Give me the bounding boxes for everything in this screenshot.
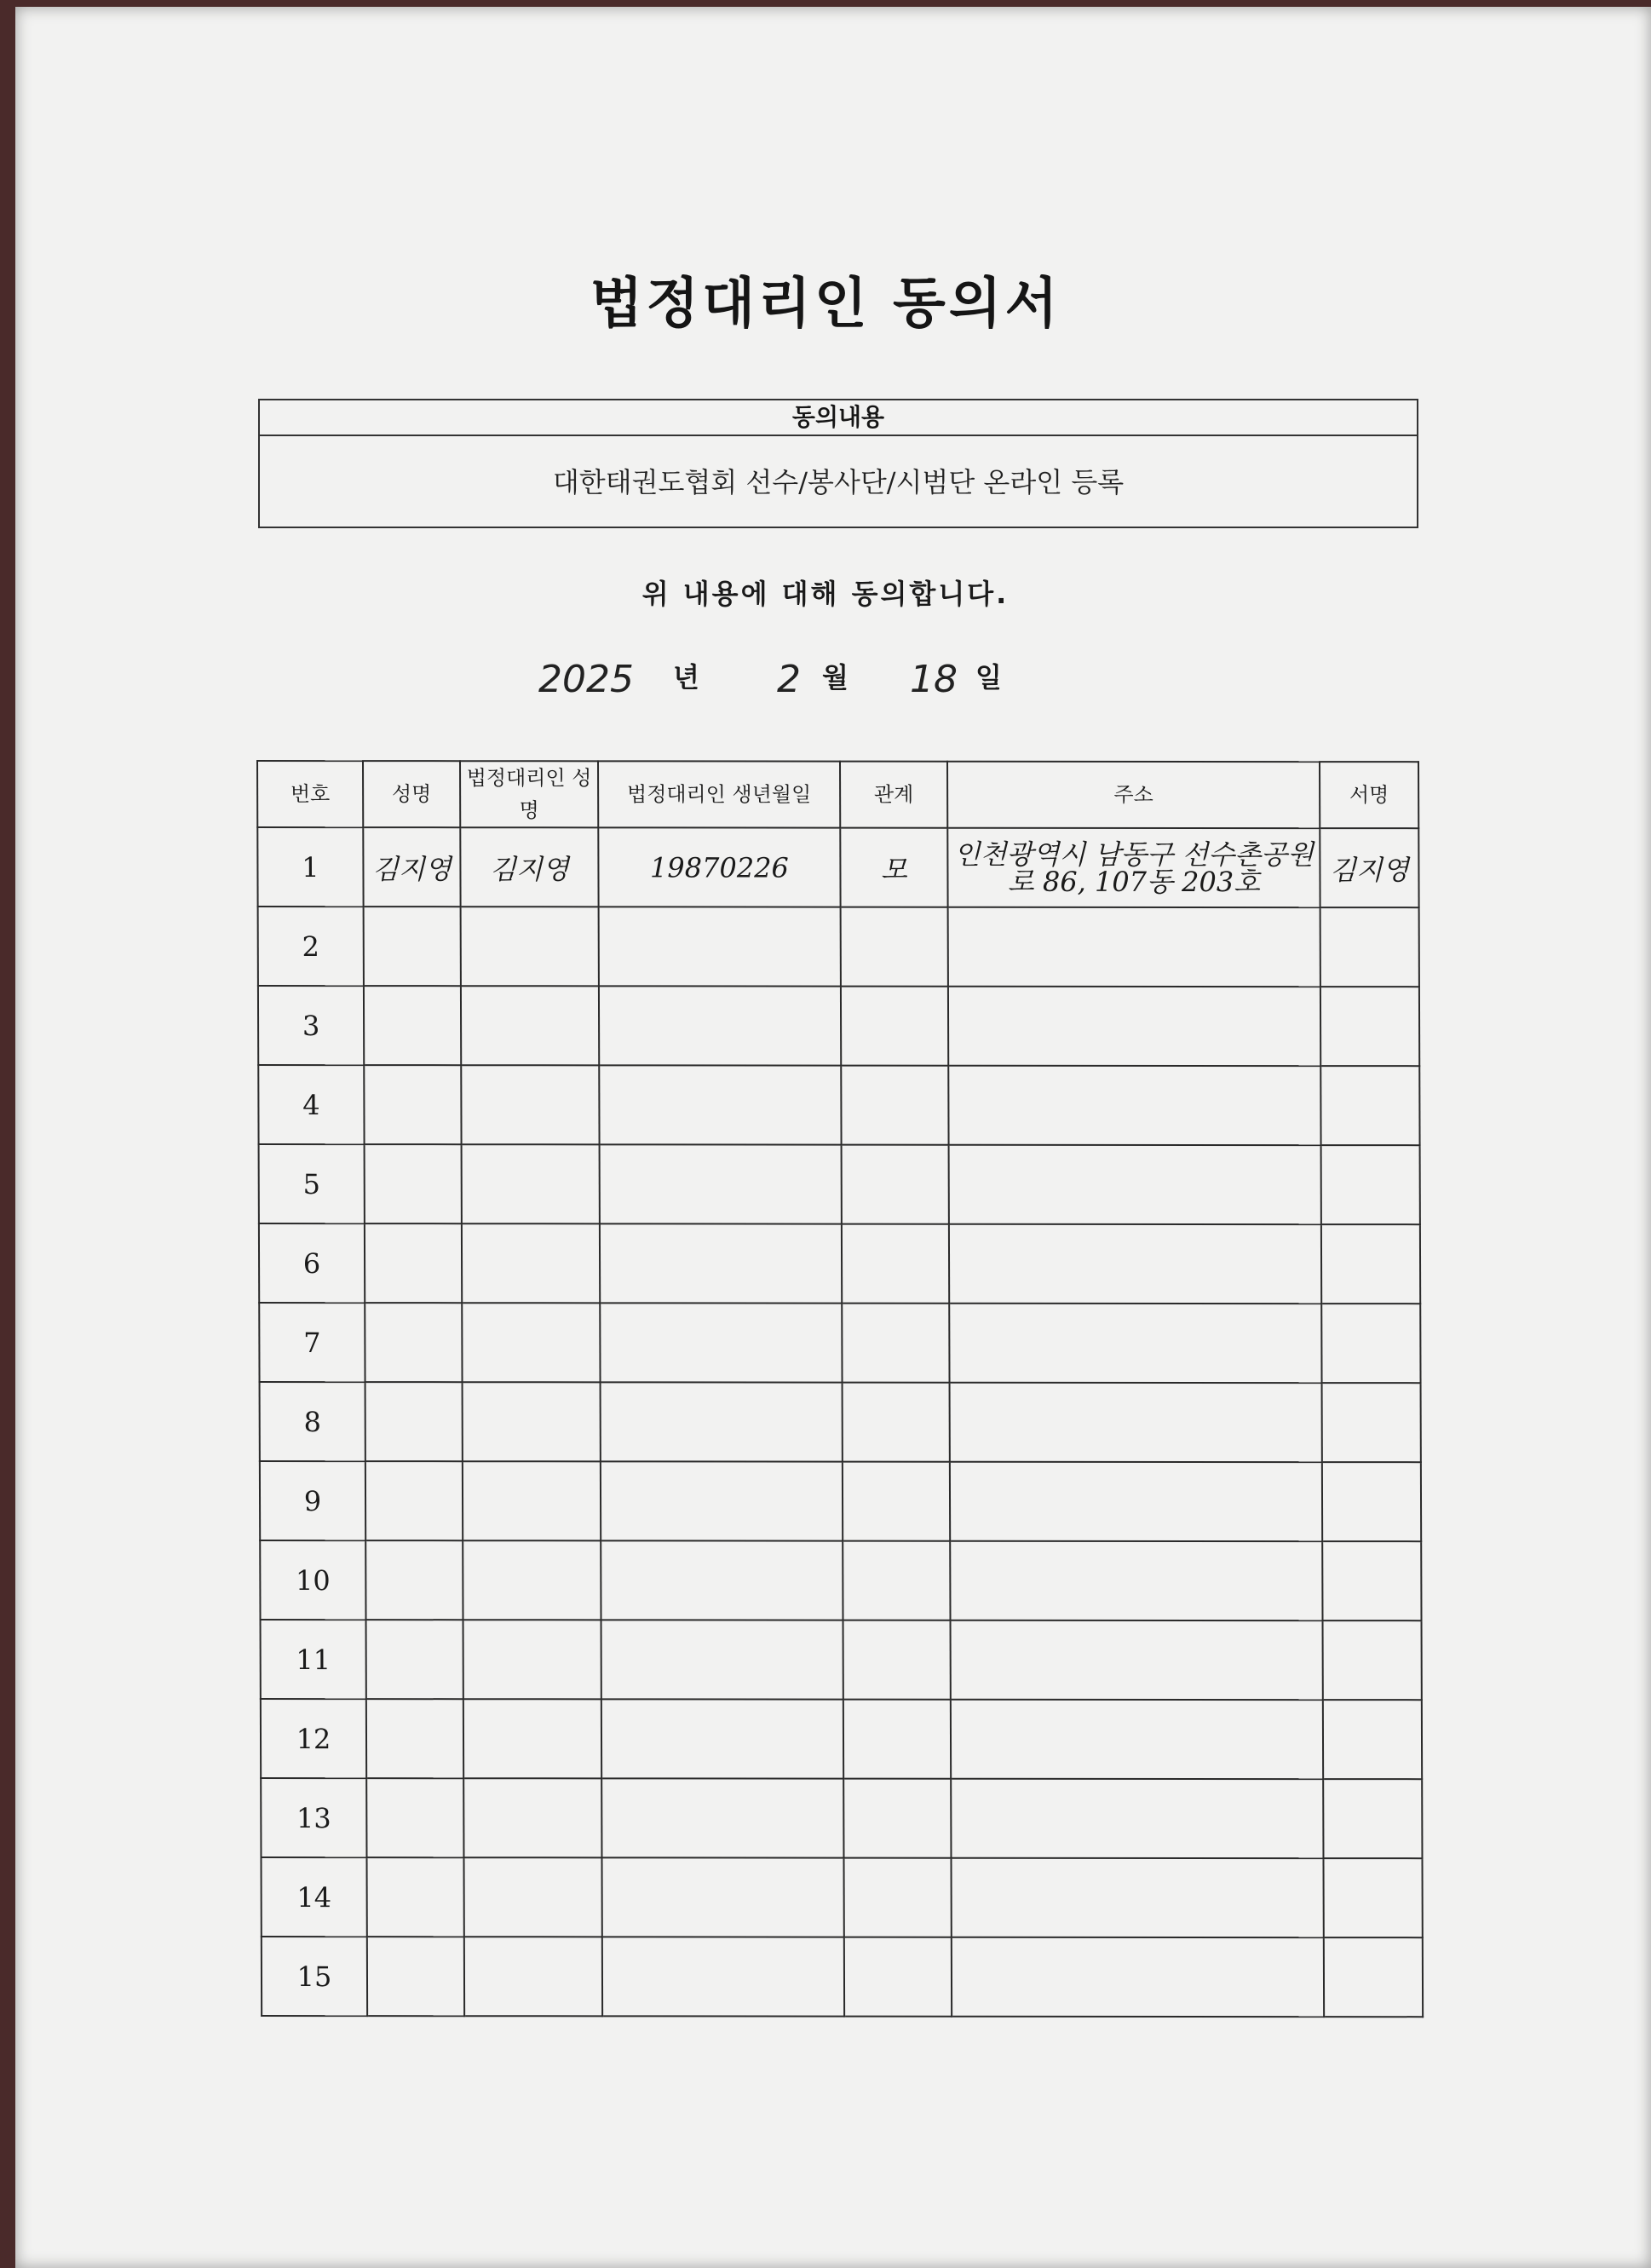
row-relation bbox=[843, 1620, 951, 1700]
row-name bbox=[366, 1778, 463, 1857]
row-name bbox=[365, 1223, 462, 1303]
row-number: 8 bbox=[260, 1382, 365, 1461]
row-guardian-birth bbox=[600, 1144, 842, 1223]
header-relation: 관계 bbox=[840, 762, 947, 828]
row-number: 5 bbox=[259, 1144, 365, 1223]
row-name bbox=[366, 1620, 463, 1699]
row-guardian-name bbox=[462, 1144, 600, 1223]
row-signature bbox=[1322, 1541, 1421, 1620]
row-address bbox=[950, 1462, 1322, 1541]
table-row bbox=[259, 1223, 1420, 1304]
table-row bbox=[259, 1144, 1420, 1224]
row-address bbox=[949, 1145, 1321, 1224]
agreement-statement: 위 내용에 대해 동의합니다. bbox=[641, 578, 1010, 610]
row-signature bbox=[1323, 1858, 1422, 1937]
row-signature bbox=[1321, 1224, 1420, 1304]
row-number: 6 bbox=[259, 1223, 365, 1303]
header-name: 성명 bbox=[363, 761, 460, 827]
table-row bbox=[261, 1857, 1422, 1937]
table-row bbox=[260, 1382, 1421, 1462]
header-guardian-name: 법정대리인 성명 bbox=[460, 761, 598, 827]
row-number: 7 bbox=[259, 1303, 365, 1382]
row-relation bbox=[843, 1383, 950, 1462]
row-signature bbox=[1323, 1620, 1422, 1700]
row-guardian-birth bbox=[601, 1540, 843, 1620]
row-address bbox=[949, 1304, 1321, 1383]
row-signature bbox=[1320, 1066, 1419, 1145]
row-number: 12 bbox=[261, 1699, 366, 1778]
row-guardian-name bbox=[461, 907, 599, 986]
row-relation: 모 bbox=[840, 828, 947, 907]
row-signature bbox=[1321, 1145, 1420, 1224]
row-signature bbox=[1322, 1383, 1421, 1462]
row-number: 13 bbox=[261, 1778, 366, 1857]
row-name bbox=[365, 1461, 463, 1540]
row-name bbox=[366, 1857, 463, 1937]
row-guardian-name: 김지영 bbox=[460, 827, 598, 907]
row-relation bbox=[843, 1858, 951, 1937]
row-signature bbox=[1321, 1304, 1420, 1383]
row-guardian-birth bbox=[601, 1620, 843, 1699]
row-relation bbox=[841, 1066, 948, 1145]
row-name bbox=[367, 1937, 464, 2016]
table-row bbox=[258, 986, 1419, 1066]
row-relation bbox=[843, 1462, 950, 1541]
row-name bbox=[365, 1540, 463, 1620]
table-row bbox=[259, 1303, 1420, 1383]
row-guardian-name bbox=[463, 1461, 601, 1540]
row-signature: 김지영 bbox=[1320, 828, 1418, 907]
row-relation bbox=[842, 1145, 949, 1224]
row-name bbox=[366, 1699, 463, 1778]
row-address bbox=[950, 1541, 1322, 1620]
consent-box-content: 대한태권도협회 선수/봉사단/시범단 온라인 등록 bbox=[552, 466, 1125, 498]
row-relation bbox=[841, 907, 948, 987]
row-guardian-name bbox=[463, 1620, 601, 1699]
row-guardian-birth bbox=[601, 1382, 843, 1461]
row-address bbox=[948, 907, 1320, 987]
row-signature bbox=[1323, 1700, 1422, 1779]
row-guardian-name bbox=[463, 1382, 601, 1461]
row-signature bbox=[1322, 1462, 1421, 1541]
row-signature bbox=[1324, 1937, 1423, 2017]
row-address bbox=[951, 1620, 1323, 1700]
date-month-label: 월 bbox=[822, 661, 849, 694]
consent-box-header: 동의내용 bbox=[260, 400, 1417, 436]
row-guardian-name bbox=[464, 1937, 602, 2016]
row-guardian-name bbox=[461, 986, 599, 1065]
row-guardian-name bbox=[462, 1303, 600, 1382]
row-guardian-name bbox=[463, 1699, 601, 1778]
row-address bbox=[951, 1858, 1323, 1937]
row-relation bbox=[841, 987, 948, 1066]
table-row bbox=[260, 1540, 1421, 1620]
date-day-label: 일 bbox=[975, 661, 1002, 694]
row-number: 10 bbox=[260, 1540, 365, 1620]
row-name bbox=[365, 1382, 463, 1461]
row-number: 14 bbox=[261, 1857, 366, 1937]
row-address bbox=[949, 1224, 1321, 1304]
row-signature bbox=[1323, 1779, 1422, 1858]
row-name bbox=[365, 1303, 462, 1382]
row-signature bbox=[1320, 987, 1419, 1066]
row-number: 1 bbox=[257, 827, 363, 907]
row-number: 4 bbox=[258, 1065, 364, 1144]
row-relation bbox=[843, 1779, 951, 1858]
row-guardian-birth: 19870226 bbox=[598, 827, 840, 907]
row-guardian-name bbox=[463, 1778, 601, 1857]
date-year-value: 2025 bbox=[538, 658, 634, 701]
row-guardian-birth bbox=[600, 1223, 842, 1303]
row-guardian-birth bbox=[599, 907, 841, 986]
row-guardian-name bbox=[461, 1065, 599, 1144]
row-number: 11 bbox=[261, 1620, 366, 1699]
row-guardian-name bbox=[463, 1857, 601, 1937]
table-row bbox=[257, 827, 1418, 907]
row-number: 3 bbox=[258, 986, 364, 1065]
table-row bbox=[261, 1699, 1422, 1779]
table-row bbox=[258, 1065, 1419, 1145]
row-address bbox=[951, 1779, 1323, 1858]
row-guardian-name bbox=[463, 1540, 601, 1620]
row-guardian-birth bbox=[601, 1857, 843, 1937]
header-number: 번호 bbox=[257, 761, 363, 827]
row-address bbox=[952, 1937, 1324, 2017]
row-guardian-birth bbox=[602, 1937, 844, 2016]
row-name: 김지영 bbox=[363, 827, 460, 907]
row-address bbox=[951, 1700, 1323, 1779]
row-number: 2 bbox=[258, 907, 364, 986]
table-row bbox=[262, 1937, 1423, 2017]
header-guardian-birth: 법정대리인 생년월일 bbox=[598, 761, 840, 827]
row-signature bbox=[1320, 907, 1419, 987]
row-name bbox=[364, 907, 461, 986]
date-month-value: 2 bbox=[777, 658, 801, 701]
row-name bbox=[364, 986, 461, 1065]
row-relation bbox=[842, 1224, 949, 1304]
row-guardian-birth bbox=[601, 1461, 843, 1540]
row-relation bbox=[844, 1937, 952, 2017]
guardian-table bbox=[256, 760, 1424, 2018]
row-guardian-birth bbox=[601, 1778, 843, 1857]
row-relation bbox=[843, 1700, 951, 1779]
row-address bbox=[948, 1066, 1320, 1145]
row-name bbox=[364, 1065, 461, 1144]
row-name bbox=[365, 1144, 462, 1223]
row-guardian-name bbox=[462, 1223, 600, 1303]
row-guardian-birth bbox=[601, 1699, 843, 1778]
document-title: 법정대리인 동의서 bbox=[590, 273, 1061, 336]
row-address: 인천광역시 남동구 선수촌공원로 86, 107동 203호 bbox=[947, 828, 1320, 907]
header-signature: 서명 bbox=[1320, 762, 1418, 828]
row-relation bbox=[843, 1541, 950, 1620]
table-header-row bbox=[257, 761, 1418, 828]
row-number: 15 bbox=[262, 1937, 367, 2016]
row-guardian-birth bbox=[599, 1065, 841, 1144]
table-row bbox=[261, 1620, 1422, 1700]
row-relation bbox=[842, 1304, 949, 1383]
table-row bbox=[260, 1461, 1421, 1541]
row-address bbox=[950, 1383, 1322, 1462]
row-number: 9 bbox=[260, 1461, 365, 1540]
table-row bbox=[261, 1778, 1422, 1858]
consent-box bbox=[258, 399, 1418, 528]
row-guardian-birth bbox=[600, 1303, 842, 1382]
date-year-label: 년 bbox=[673, 661, 699, 694]
date-day-value: 18 bbox=[910, 658, 958, 701]
table-row bbox=[258, 907, 1419, 987]
header-address: 주소 bbox=[947, 762, 1320, 828]
row-address bbox=[948, 987, 1320, 1066]
row-guardian-birth bbox=[599, 986, 841, 1065]
